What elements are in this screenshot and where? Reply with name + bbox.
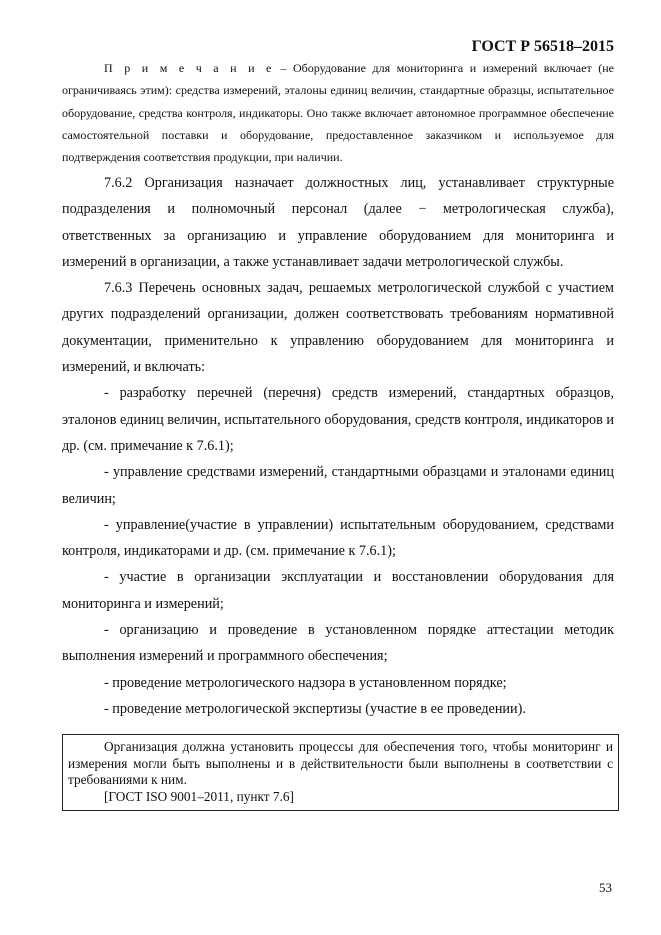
paragraph-7-6-3: 7.6.3 Перечень основных задач, решаемых метрологической службой с участием других подразделений организации, должен соответствовать требованиям нормативной документации, применительно к управлению оборудованием для мониторинга и измерений, и включать:: [62, 280, 614, 376]
quoted-requirement-box: [62, 734, 619, 811]
list-item: - проведение метрологической экспертизы (участие в ее проведении).: [104, 700, 526, 717]
document-header: ГОСТ Р 56518–2015: [471, 38, 614, 55]
list-item: - проведение метрологического надзора в установленном порядке;: [104, 674, 507, 691]
note-block: [62, 57, 614, 168]
quote-reference: [ГОСТ ISO 9001–2011, пункт 7.6]: [104, 788, 294, 804]
main-text: [62, 170, 614, 722]
note-paragraph: [62, 57, 614, 168]
paragraph-7-6-2: 7.6.2 Организация назначает должностных лиц, устанавливает структурные подразделения и полномочный персонал (далее − метрологическая служба), ответственных за организацию и управление оборудованием для мониторинга и измерений в организации, а также устанавливает задачи метрологической службы.: [62, 175, 614, 270]
quote-text: Организация должна установить процессы для обеспечения того, чтобы мониторинг и измерения могли быть выполнены и в действительности были выполнены в соответствии с требованиями к ним.: [68, 739, 613, 787]
note-text: – Оборудование для мониторинга и измерений включает (не ограничиваясь этим): средства измерений, эталоны единиц величин, стандартные образцы, испытательное оборудование, средства контроля, индикаторы. Оно также включает автономное программное обеспечение самостоятельной поставки и оборудование, предоставленное заказчиком и используемое для подтверждения соответствия продукции, при наличии.: [62, 61, 614, 165]
list-item: - управление(участие в управлении) испытательным оборудованием, средствами контроля, индикаторами и др. (см. примечание к 7.6.1);: [62, 516, 614, 560]
list-item: - организацию и проведение в установленном порядке аттестации методик выполнения измерений и программного обеспечения;: [62, 622, 614, 665]
page-number: 53: [599, 880, 612, 895]
list-item: - разработку перечней (перечня) средств измерений, стандартных образцов, эталонов единиц величин, испытательного оборудования, средств контроля, индикаторов и др. (см. примечание к 7.6.1);: [62, 385, 614, 454]
list-item: - участие в организации эксплуатации и восстановлении оборудования для мониторинга и измерений;: [62, 569, 614, 612]
list-item: - управление средствами измерений, стандартными образцами и эталонами единиц величин;: [62, 464, 614, 507]
note-label: П р и м е ч а н и е: [104, 61, 274, 75]
